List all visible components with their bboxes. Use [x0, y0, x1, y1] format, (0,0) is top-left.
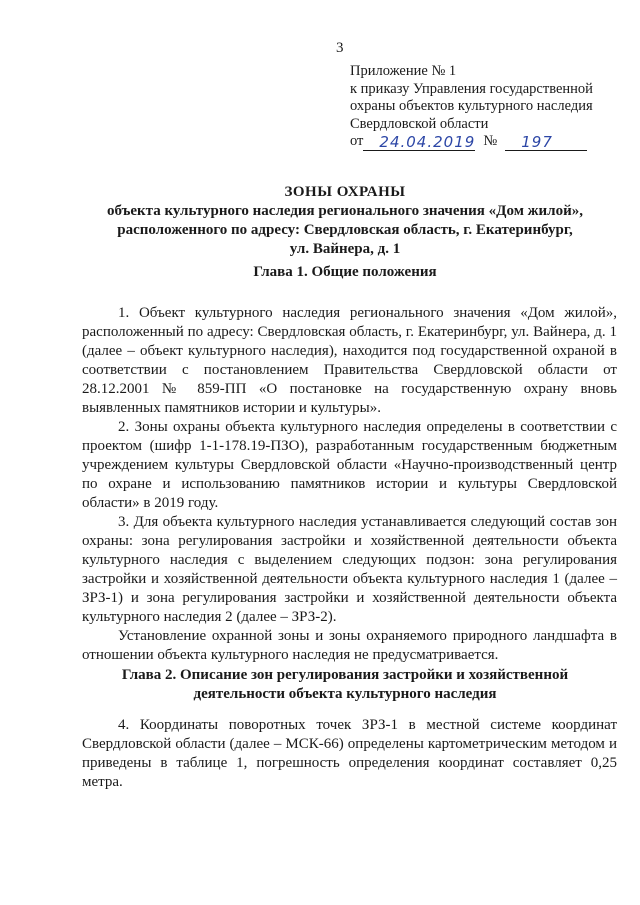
appendix-line-2: к приказу Управления государственной [350, 80, 593, 97]
title-line-2: объекта культурного наследия регионального значения «Дом жилой», [107, 203, 583, 219]
handwritten-date: 24.04.2019 [363, 134, 475, 151]
handwritten-number: 197 [505, 134, 587, 151]
chapter-2-body [82, 716, 617, 792]
paragraph-3: 3. Для объекта культурного наследия устанавливается следующий состав зон охраны: зона регулирования застройки и хозяйственной деятельности объекта культурного наследия с выделением следующих подзон: зона регулирования застройки и хозяйственной деятельности объекта культурного наследия 1 (далее – ЗРЗ-1) и зона регулирования застройки и хозяйственной деятельности объекта культурного наследия 2 (далее – ЗРЗ-2). [82, 514, 617, 625]
chapter-2-heading-line-2: деятельности объекта культурного наследия [193, 686, 497, 702]
chapter-2-heading [60, 666, 630, 704]
appendix-line-3: охраны объектов культурного наследия [350, 98, 593, 114]
title-line-1: ЗОНЫ ОХРАНЫ [284, 184, 406, 200]
order-date-number-line [350, 133, 593, 151]
paragraph-1: 1. Объект культурного наследия регионального значения «Дом жилой», расположенный по адресу: Свердловская область, г. Екатеринбург, ул. Вайнера, д. 1 (далее – объект культурного наследия), находится под государственной охраной в соответствии с постановлением Правительства Свердловской области от 28.12.2001 № 859-ПП «О постановке на государственную охрану вновь выявленных памятников истории и культуры». [82, 305, 617, 416]
title-line-4: ул. Вайнера, д. 1 [289, 241, 401, 257]
chapter-1-body [82, 304, 617, 665]
chapter-1-heading: Глава 1. Общие положения [253, 264, 437, 280]
paragraph-2: 2. Зоны охраны объекта культурного наследия определены в соответствии с проектом (шифр 1-1-178.19-ПЗО), разработанным государственным бюджетным учреждением культуры Свердловской области «Научно-производственный центр по охране и использованию памятников истории и культуры Свердловской области» в 2019 году. [82, 419, 617, 511]
appendix-header [350, 63, 593, 151]
page-number: 3 [336, 40, 344, 56]
chapter-2-heading-line-1: Глава 2. Описание зон регулирования застройки и хозяйственной [121, 667, 569, 683]
title-line-3: расположенного по адресу: Свердловская область, г. Екатеринбург, [117, 222, 573, 238]
paragraph-4: 4. Координаты поворотных точек ЗРЗ-1 в местной системе координат Свердловской области (далее – МСК-66) определены картометрическим методом и приведены в таблице 1, погрешность определения координат составляет 0,25 метра. [82, 717, 617, 790]
paragraph-3-note: Установление охранной зоны и зоны охраняемого природного ландшафта в отношении объекта культурного наследия не предусматривается. [82, 628, 617, 663]
appendix-line-4: Свердловской области [350, 115, 489, 132]
number-label: № [483, 133, 498, 149]
appendix-line-1: Приложение № 1 [350, 63, 457, 79]
from-label: от [350, 133, 364, 149]
document-title [60, 183, 630, 259]
